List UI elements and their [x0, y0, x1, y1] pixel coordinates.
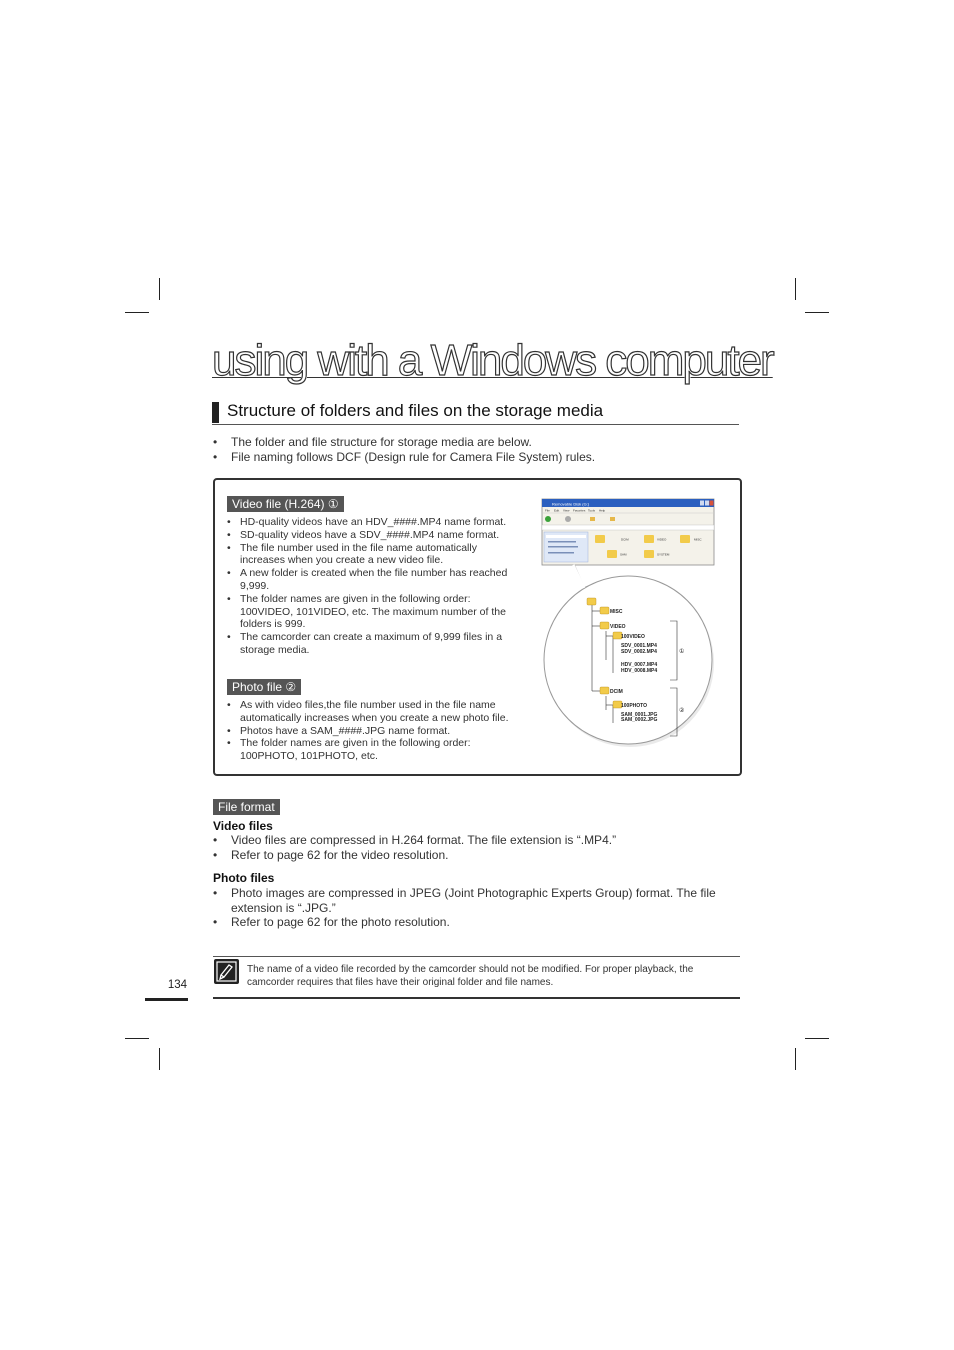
video-files-list [213, 833, 740, 862]
crop-mark [125, 1038, 149, 1039]
section-title: Structure of folders and files on the storage media [227, 401, 604, 420]
folder-label: MISC [694, 537, 702, 542]
note-box [213, 956, 740, 999]
folder-icon [600, 687, 609, 694]
list-item: • Photo images are compressed in JPEG (Joint Photographic Experts Group) format. The file extension is “.JPG.” [213, 886, 740, 915]
crop-mark [795, 278, 796, 300]
tree-photo-sub: 100PHOTO [621, 703, 648, 709]
video-files-heading: Video files [213, 819, 273, 833]
crop-mark [795, 1048, 796, 1070]
video-file-list [227, 516, 523, 657]
tree-file: SAM_0002.JPG [621, 717, 658, 723]
page-number: 134 [167, 979, 187, 991]
folder-label: VIDEO [657, 537, 667, 542]
folder-icon[interactable] [644, 550, 654, 558]
note-text: The name of a video file recorded by the camcorder should not be modified. For proper playback, the camcorder requires that files have their original folder and file names. [247, 964, 694, 988]
list-item: • Refer to page 62 for the photo resolution. [213, 915, 740, 930]
forward-icon[interactable] [565, 516, 571, 522]
list-item: • As with video files,the file number used in the file name automatically increases when you create a new photo file. [227, 699, 523, 725]
page-number-bar [145, 998, 188, 1001]
menu-help[interactable]: Help [599, 508, 606, 513]
page-title: using with a Windows computer [212, 336, 773, 385]
list-item: • Photos have a SAM_####.JPG name format. [227, 725, 523, 738]
section-heading [212, 400, 739, 425]
menu-favorites[interactable]: Favorites [573, 508, 586, 513]
crop-mark [125, 312, 149, 313]
list-item: • Refer to page 62 for the video resolution. [213, 848, 740, 863]
photo-files-list [213, 886, 740, 930]
list-item: • The folder and file structure for storage media are below. [213, 435, 595, 450]
address-bar[interactable] [542, 525, 714, 530]
tree-dcim: DCIM [610, 689, 623, 695]
list-item: • The file number used in the file name automatically increases when you create a new video file. [227, 542, 523, 568]
folder-icon [587, 598, 596, 605]
crop-mark [805, 1038, 829, 1039]
tree-video-sub: 100VIDEO [621, 634, 645, 640]
folders-icon[interactable] [610, 517, 615, 521]
photo-file-tag: Photo file ② [227, 679, 301, 695]
list-item: • The camcorder can create a maximum of 9,999 files in a storage media. [227, 631, 523, 657]
tree-video: VIDEO [610, 624, 626, 630]
explorer-window [542, 499, 714, 565]
folder-icon [600, 622, 609, 629]
file-format-tag: File format [213, 799, 280, 815]
crop-mark [159, 278, 160, 300]
menu-view[interactable]: View [563, 508, 570, 513]
folder-icon[interactable] [595, 535, 605, 543]
crop-mark [159, 1048, 160, 1070]
note-icon [214, 959, 239, 984]
folder-icon[interactable] [644, 535, 654, 543]
tree-file: SDV_0001.MP4 [621, 643, 657, 649]
folder-tree-illustration [520, 495, 730, 760]
list-item: • The folder names are given in the following order: 100PHOTO, 101PHOTO, etc. [227, 737, 523, 763]
back-icon[interactable] [545, 516, 551, 522]
list-item: • File naming follows DCF (Design rule for Camera File System) rules. [213, 450, 595, 465]
list-item: • SD-quality videos have a SDV_####.MP4 name format. [227, 529, 523, 542]
tree-file: HDV_0007.MP4 [621, 662, 658, 668]
folder-icon[interactable] [680, 535, 690, 543]
menu-file[interactable]: File [545, 508, 550, 513]
folder-label: DCIM [621, 537, 629, 542]
folder-icon [600, 607, 609, 614]
intro-list [213, 435, 595, 464]
folder-label: SAM [620, 552, 627, 557]
folder-icon[interactable] [607, 550, 617, 558]
heading-bar [212, 402, 219, 423]
menu-edit[interactable]: Edit [554, 508, 560, 513]
folder-label: SYSTEM [657, 552, 670, 557]
tree-misc: MISC [610, 609, 623, 615]
tree-file: SDV_0002.MP4 [621, 649, 657, 655]
tree-file: HDV_0008.MP4 [621, 668, 658, 674]
photo-file-list [227, 699, 523, 763]
menu-tools[interactable]: Tools [588, 508, 596, 513]
tree-file: SAM_0001.JPG [621, 712, 658, 718]
marker-video: ① [679, 648, 685, 655]
search-icon[interactable] [590, 517, 595, 521]
marker-photo: ② [679, 707, 685, 714]
list-item: • A new folder is created when the file number has reached 9,999. [227, 567, 523, 593]
crop-mark [805, 312, 829, 313]
list-item: • Video files are compressed in H.264 format. The file extension is “.MP4.” [213, 833, 740, 848]
window-title: Removable Disk (G:) [552, 501, 590, 507]
list-item: • The folder names are given in the following order: 100VIDEO, 101VIDEO, etc. The maximum number of the folders is 999. [227, 593, 523, 631]
list-item: • HD-quality videos have an HDV_####.MP4 name format. [227, 516, 523, 529]
magnified-tree [544, 565, 714, 747]
video-file-tag: Video file (H.264) ① [227, 496, 344, 512]
photo-files-heading: Photo files [213, 871, 275, 885]
